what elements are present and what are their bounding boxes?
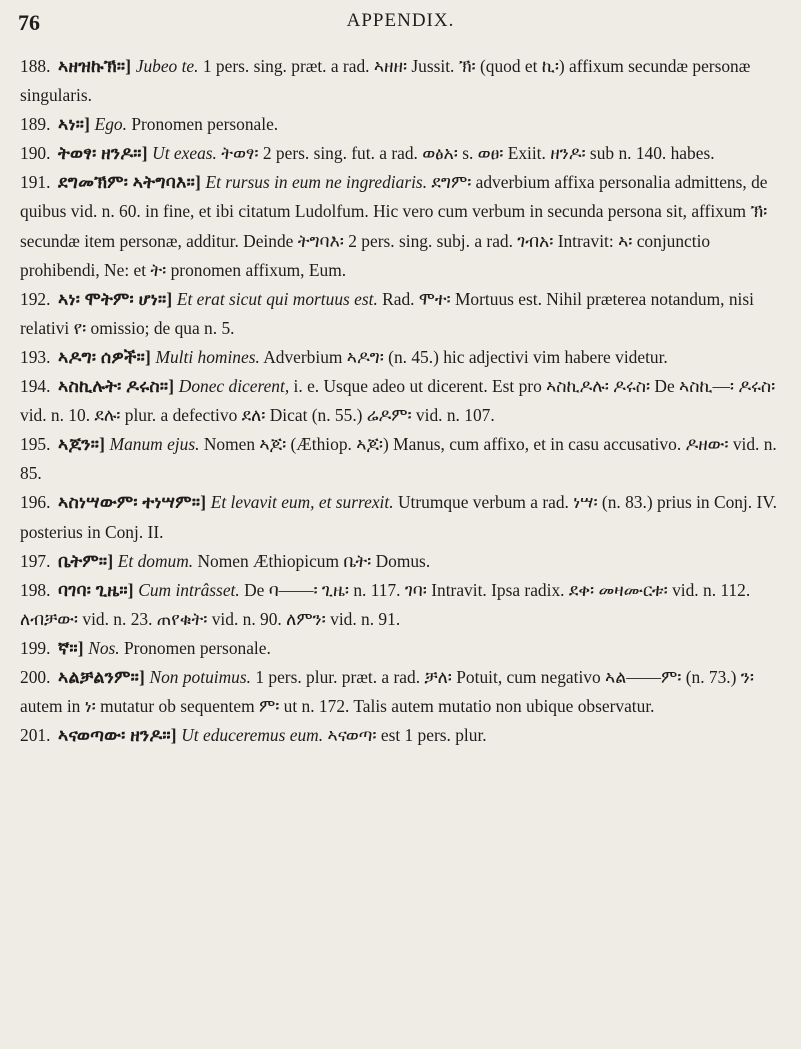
page-header — [0, 4, 801, 36]
entry-headword: ኣጆን።] — [58, 434, 106, 455]
entry-headword: ቤትም።] — [58, 550, 114, 571]
entry-headword: ደግመኽም፡ ኣትግባእ።] — [58, 172, 202, 193]
entry-note: Utrumque verbum a rad. ነሣ፡ (n. 83.) prius in Conj. IV. posterius in Conj. II. — [20, 492, 777, 542]
entry-translation: Jubeo te. — [135, 56, 199, 76]
entry-201 — [20, 721, 792, 750]
entry-headword: ኣስኪሉት፡ ዶሩስ።] — [58, 376, 175, 397]
entry-189 — [20, 110, 792, 139]
entry-note: Adverbium ኣዶግ፡ (n. 45.) hic adjectivi vim habere videtur. — [263, 346, 668, 367]
entry-191 — [20, 168, 792, 284]
entry-number: 200. — [20, 666, 51, 687]
entry-headword: ኣነ፡ ሞትም፡ ሆነ።] — [58, 288, 173, 309]
entry-195 — [20, 430, 792, 488]
entry-198 — [20, 576, 792, 634]
entry-headword: ባገባ፡ ጊዜ።] — [58, 579, 134, 600]
entry-note: ደግም፡ adverbium affixa personalia admittens, de quibus vid. n. 60. in fine, et ibi citatum Ludolfum. Hic vero cum verbum in secunda persona sit, affixum ኽ፡ secundæ item personæ, additur. Deinde ትግባእ፡ 2 pers. sing. subj. a rad. ገብአ፡ Intravit: ኣ፡ conjunctio prohibendi, Ne: et ት፡ pronomen affixum, Eum. — [20, 172, 768, 280]
page-number: 76 — [18, 10, 40, 35]
entry-note: Pronomen personale. — [124, 637, 271, 658]
entry-headword: ትወፃ፡ ዘንዶ።] — [58, 143, 148, 164]
entry-translation: Donec dicerent, — [178, 376, 290, 397]
entry-note: ትወፃ፡ 2 pers. sing. fut. a rad. ወፅአ፡ s. ወፀ፡ Exiit. ዘንዶ፡ sub n. 140. habes. — [221, 143, 715, 164]
entry-note: ኣናወጣ፡ est 1 pers. plur. — [327, 725, 487, 746]
entry-190 — [20, 139, 792, 168]
entry-199 — [20, 634, 792, 663]
entry-197 — [20, 547, 792, 576]
entry-number: 193. — [20, 346, 51, 367]
entry-note: De ባ——፡ ጊዜ፡ n. 117. ገባ፡ Intravit. Ipsa radix. ደቀ፡ መዛሙርቱ፡ vid. n. 112. ለብቻው፡ vid. n. 23. ጠየቁት፡ vid. n. 90. ለምን፡ vid. n. 91. — [20, 579, 751, 629]
entry-headword: ኣልቻልንም።] — [58, 666, 146, 687]
entry-number: 190. — [20, 143, 51, 164]
entry-number: 188. — [20, 56, 51, 76]
entry-number: 198. — [20, 579, 51, 600]
entry-note: Nomen Æthiopicum ቤት፡ Domus. — [197, 550, 431, 571]
entry-note: Nomen ኣጆ፡ (Æthiop. ኣጆ፡) Manus, cum affixo, et in casu accusativo. ዶዘው፡ vid. n. 85. — [20, 434, 777, 484]
entry-number: 191. — [20, 172, 51, 193]
entry-194 — [20, 372, 792, 430]
entry-192 — [20, 285, 792, 343]
entry-translation: Ut educeremus eum. — [181, 725, 324, 746]
entry-translation: Multi homines. — [155, 346, 260, 367]
entry-translation: Cum intrâsset. — [138, 579, 240, 600]
entry-translation: Nos. — [88, 637, 120, 658]
entry-number: 195. — [20, 434, 51, 455]
entry-number: 192. — [20, 288, 51, 309]
entry-number: 201. — [20, 725, 51, 746]
entry-number: 194. — [20, 376, 51, 397]
entry-translation: Et erat sicut qui mortuus est. — [176, 288, 378, 309]
entry-number: 199. — [20, 637, 51, 658]
entry-headword: ኣዘዝኩኽ።] — [58, 56, 132, 76]
running-head: APPENDIX. — [346, 10, 455, 31]
entry-translation: Et rursus in eum ne ingrediaris. — [205, 172, 428, 193]
entry-188 — [20, 52, 792, 110]
entry-number: 189. — [20, 114, 51, 135]
entry-translation: Et levavit eum, et surrexit. — [210, 492, 394, 513]
entry-headword: ኣዶግ፡ ሰዎች።] — [58, 346, 152, 367]
entry-translation: Ut exeas. — [152, 143, 217, 164]
entry-number: 197. — [20, 550, 51, 571]
entry-note: i. e. Usque adeo ut dicerent. Est pro ኣስኪዶሉ፡ ዶሩስ፡ De ኣስኪ—፡ ዶሩስ፡ vid. n. 10. ደሉ፡ plur. a defectivo ደለ፡ Dicat (n. 55.) ሬዶም፡ vid. n. 107. — [20, 376, 776, 426]
entry-number: 196. — [20, 492, 51, 513]
entry-196 — [20, 488, 792, 546]
entry-note: Pronomen personale. — [131, 114, 279, 135]
entry-headword: ኣነ።] — [58, 114, 91, 135]
entry-note: 1 pers. plur. præt. a rad. ቻለ፡ Potuit, cum negativo ኣል——ም፡ (n. 73.) ን፡ autem in ነ፡ mutatur ob sequentem ም፡ ut n. 172. Talis autem mutatio non ubique observatur. — [20, 666, 755, 717]
entry-translation: Manum ejus. — [109, 434, 200, 455]
entry-note: Rad. ሞተ፡ Mortuus est. Nihil præterea notandum, nisi relativi የ፡ omissio; de qua n. 5. — [20, 288, 754, 338]
entry-translation: Non potuimus. — [149, 666, 251, 687]
entry-translation: Et domum. — [117, 550, 194, 571]
entry-193 — [20, 343, 792, 372]
entries-text — [20, 52, 792, 750]
entry-translation: Ego. — [94, 114, 127, 135]
entry-note: 1 pers. sing. præt. a rad. ኣዘዘ፡ Jussit. ኽ፡ (quod et ኪ፡) affixum secundæ personæ singularis. — [20, 56, 751, 106]
entry-headword: ኣስነሣውም፡ ተነሣም።] — [58, 492, 207, 513]
entry-headword: ኣናወጣው፡ ዘንዶ።] — [58, 725, 177, 746]
entry-200 — [20, 663, 792, 721]
entry-headword: ኛ።] — [58, 637, 84, 658]
